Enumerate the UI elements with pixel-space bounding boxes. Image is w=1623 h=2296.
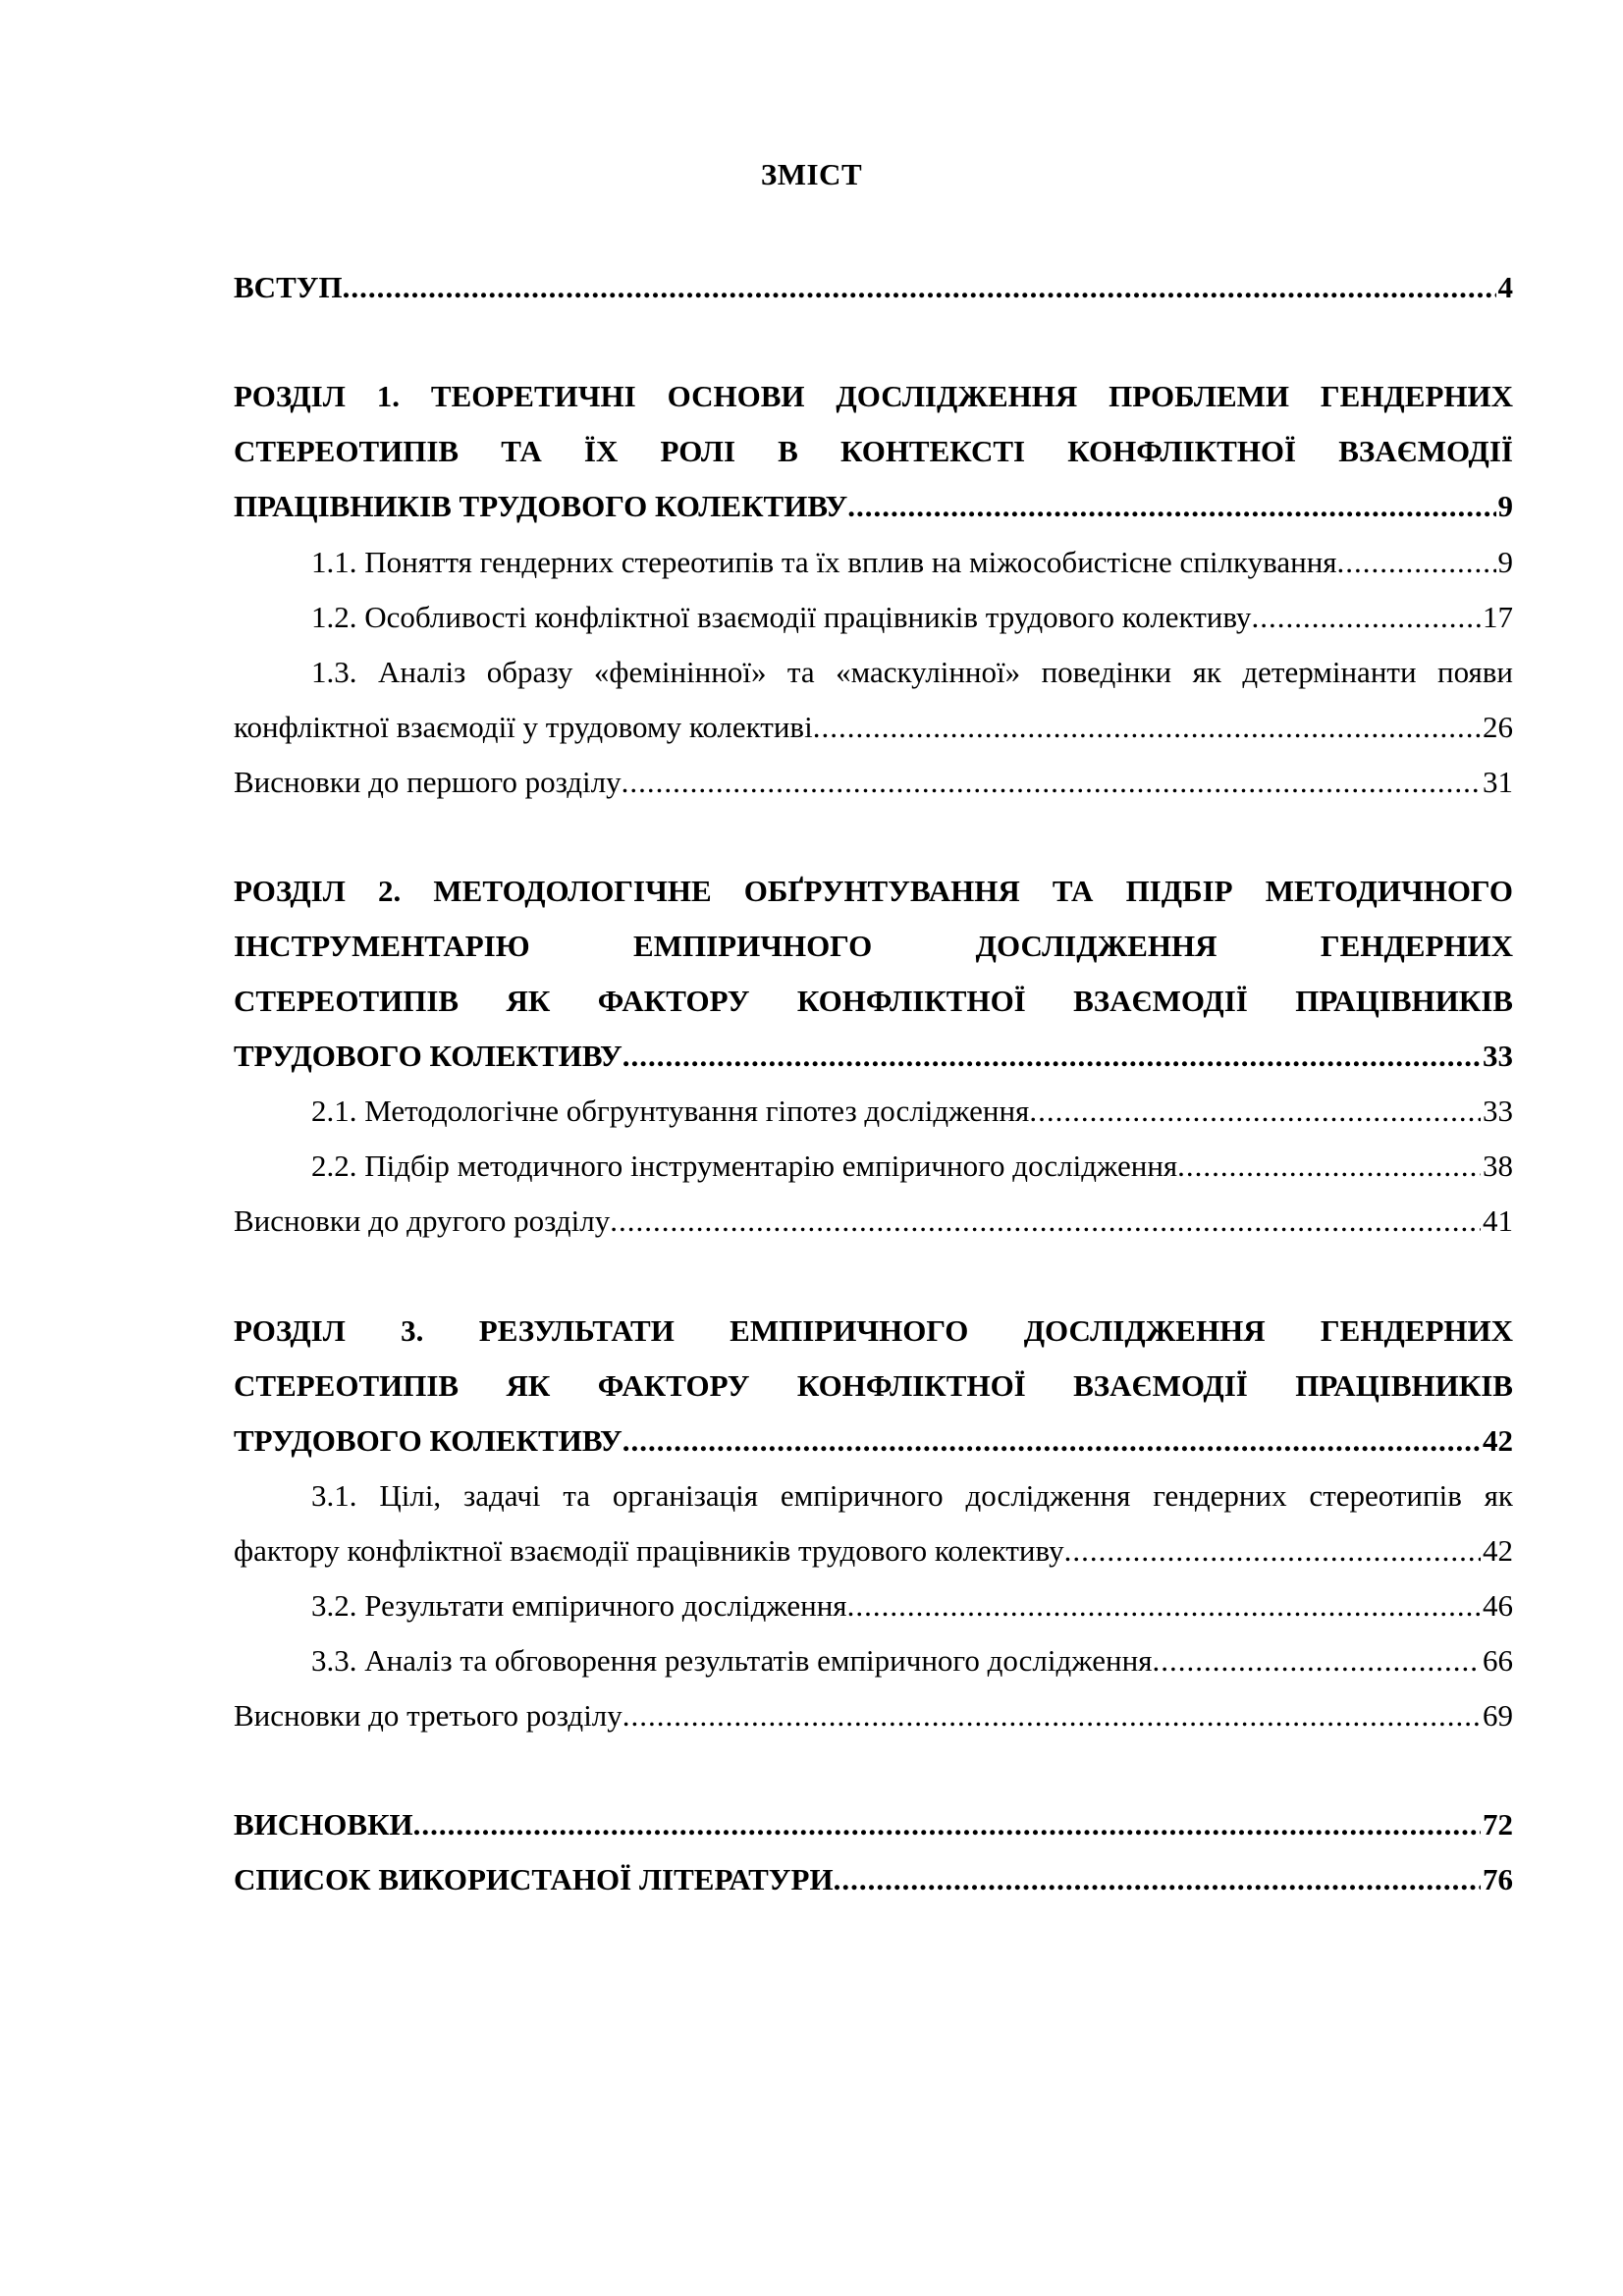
toc-page-number: 41: [1483, 1203, 1513, 1238]
toc-entry-line: РОЗДІЛ 2. МЕТОДОЛОГІЧНЕ ОБҐРУНТУВАННЯ ТА ПІДБІР МЕТОДИЧНОГО: [234, 874, 1513, 908]
dot-leader: [622, 1029, 1481, 1084]
toc-page-number: 46: [1483, 1588, 1513, 1623]
toc-entry-chapter-3[interactable]: [234, 1304, 1513, 1468]
toc-page-number: 31: [1483, 765, 1513, 799]
toc-entry-conclusions-3[interactable]: [234, 1688, 1513, 1743]
dot-leader: [847, 479, 1495, 534]
toc-entry-section-3-2[interactable]: [234, 1578, 1513, 1633]
toc-entry-intro[interactable]: [234, 260, 1513, 315]
dot-leader: [1029, 1084, 1481, 1139]
toc-entry-label: 3.3. Аналіз та обговорення результатів емпіричного дослідження: [311, 1643, 1153, 1678]
toc-page-number: 17: [1483, 600, 1513, 634]
toc-entry-line: РОЗДІЛ 3. РЕЗУЛЬТАТИ ЕМПІРИЧНОГО ДОСЛІДЖЕННЯ ГЕНДЕРНИХ: [234, 1313, 1513, 1348]
dot-leader: [1337, 535, 1496, 590]
toc-entry-line: ІНСТРУМЕНТАРІЮ ЕМПІРИЧНОГО ДОСЛІДЖЕННЯ ГЕНДЕРНИХ: [234, 929, 1513, 963]
toc-entry-label: 1.2. Особливості конфліктної взаємодії працівників трудового колективу: [311, 600, 1252, 634]
toc-entry-section-1-3[interactable]: [234, 645, 1513, 755]
toc-page-number: 33: [1483, 1039, 1513, 1073]
dot-leader: [847, 1578, 1481, 1633]
dot-leader: [343, 260, 1496, 315]
toc-entry-conclusions[interactable]: [234, 1797, 1513, 1852]
toc-entry-section-3-3[interactable]: [234, 1633, 1513, 1688]
page-title: ЗМІСТ: [760, 157, 863, 191]
toc-page-number: 66: [1483, 1643, 1513, 1678]
toc-page-number: 76: [1483, 1862, 1513, 1896]
dot-leader: [622, 1414, 1481, 1468]
toc-entry-label: ТРУДОВОГО КОЛЕКТИВУ: [234, 1423, 622, 1458]
toc-entry-label: ТРУДОВОГО КОЛЕКТИВУ: [234, 1039, 622, 1073]
dot-leader: [1064, 1523, 1481, 1578]
toc-entry-line: 1.3. Аналіз образу «фемінінної» та «маскулінної» поведінки як детермінанти появи: [311, 655, 1513, 689]
dot-leader: [622, 755, 1481, 810]
toc-entry-section-1-1[interactable]: [234, 535, 1513, 590]
toc-entry-section-1-2[interactable]: [234, 590, 1513, 645]
toc-entry-chapter-1[interactable]: [234, 369, 1513, 534]
toc-entry-line: СТЕРЕОТИПІВ ЯК ФАКТОРУ КОНФЛІКТНОЇ ВЗАЄМОДІЇ ПРАЦІВНИКІВ: [234, 1368, 1513, 1403]
toc-entry-line: 3.1. Цілі, задачі та організація емпіричного дослідження гендерних стереотипів як: [311, 1478, 1513, 1513]
toc-page-number: 4: [1497, 270, 1513, 304]
toc-entry-label: 3.2. Результати емпіричного дослідження: [311, 1588, 847, 1623]
toc-entry-label: ПРАЦІВНИКІВ ТРУДОВОГО КОЛЕКТИВУ: [234, 489, 848, 523]
dot-leader: [413, 1797, 1481, 1852]
toc-entry-label: СПИСОК ВИКОРИСТАНОЇ ЛІТЕРАТУРИ: [234, 1862, 834, 1896]
toc-entry-label: Висновки до другого розділу: [234, 1203, 611, 1238]
toc-page-number: 9: [1497, 489, 1513, 523]
toc-entry-label: ВСТУП: [234, 270, 343, 304]
toc-entry-section-3-1[interactable]: [234, 1468, 1513, 1578]
toc-entry-label: 2.2. Підбір методичного інструментарію емпіричного дослідження: [311, 1148, 1178, 1183]
dot-leader: [834, 1852, 1481, 1907]
dot-leader: [622, 1688, 1481, 1743]
toc-page-number: 72: [1483, 1807, 1513, 1842]
toc-entry-conclusions-1[interactable]: [234, 755, 1513, 810]
toc-page-number: 38: [1483, 1148, 1513, 1183]
toc-entry-chapter-2[interactable]: [234, 864, 1513, 1084]
toc-page-number: 33: [1483, 1094, 1513, 1128]
dot-leader: [813, 700, 1481, 755]
toc-page-number: 42: [1483, 1533, 1513, 1568]
toc-page-number: 42: [1483, 1423, 1513, 1458]
dot-leader: [1177, 1139, 1481, 1194]
toc-entry-label: 1.1. Поняття гендерних стереотипів та їх вплив на міжособистісне спілкування: [311, 545, 1337, 579]
toc-entry-line: СТЕРЕОТИПІВ ТА ЇХ РОЛІ В КОНТЕКСТІ КОНФЛІКТНОЇ ВЗАЄМОДІЇ: [234, 434, 1513, 468]
toc-entry-label: фактору конфліктної взаємодії працівників трудового колективу: [234, 1533, 1064, 1568]
toc-entry-label: конфліктної взаємодії у трудовому колективі: [234, 710, 813, 744]
toc-page-number: 9: [1497, 545, 1513, 579]
toc-page-number: 69: [1483, 1698, 1513, 1733]
toc-entry-label: Висновки до третього розділу: [234, 1698, 622, 1733]
toc-page-number: 26: [1483, 710, 1513, 744]
dot-leader: [1251, 590, 1481, 645]
toc-entry-references[interactable]: [234, 1852, 1513, 1907]
dot-leader: [1153, 1633, 1482, 1688]
toc-entry-label: Висновки до першого розділу: [234, 765, 622, 799]
toc-entry-conclusions-2[interactable]: [234, 1194, 1513, 1249]
toc-entry-label: 2.1. Методологічне обгрунтування гіпотез дослідження: [311, 1094, 1030, 1128]
toc-entry-line: РОЗДІЛ 1. ТЕОРЕТИЧНІ ОСНОВИ ДОСЛІДЖЕННЯ ПРОБЛЕМИ ГЕНДЕРНИХ: [234, 379, 1513, 413]
toc-entry-line: СТЕРЕОТИПІВ ЯК ФАКТОРУ КОНФЛІКТНОЇ ВЗАЄМОДІЇ ПРАЦІВНИКІВ: [234, 984, 1513, 1018]
toc-entry-label: ВИСНОВКИ: [234, 1807, 413, 1842]
toc-entry-section-2-2[interactable]: [234, 1139, 1513, 1194]
dot-leader: [610, 1194, 1481, 1249]
toc-entry-section-2-1[interactable]: [234, 1084, 1513, 1139]
